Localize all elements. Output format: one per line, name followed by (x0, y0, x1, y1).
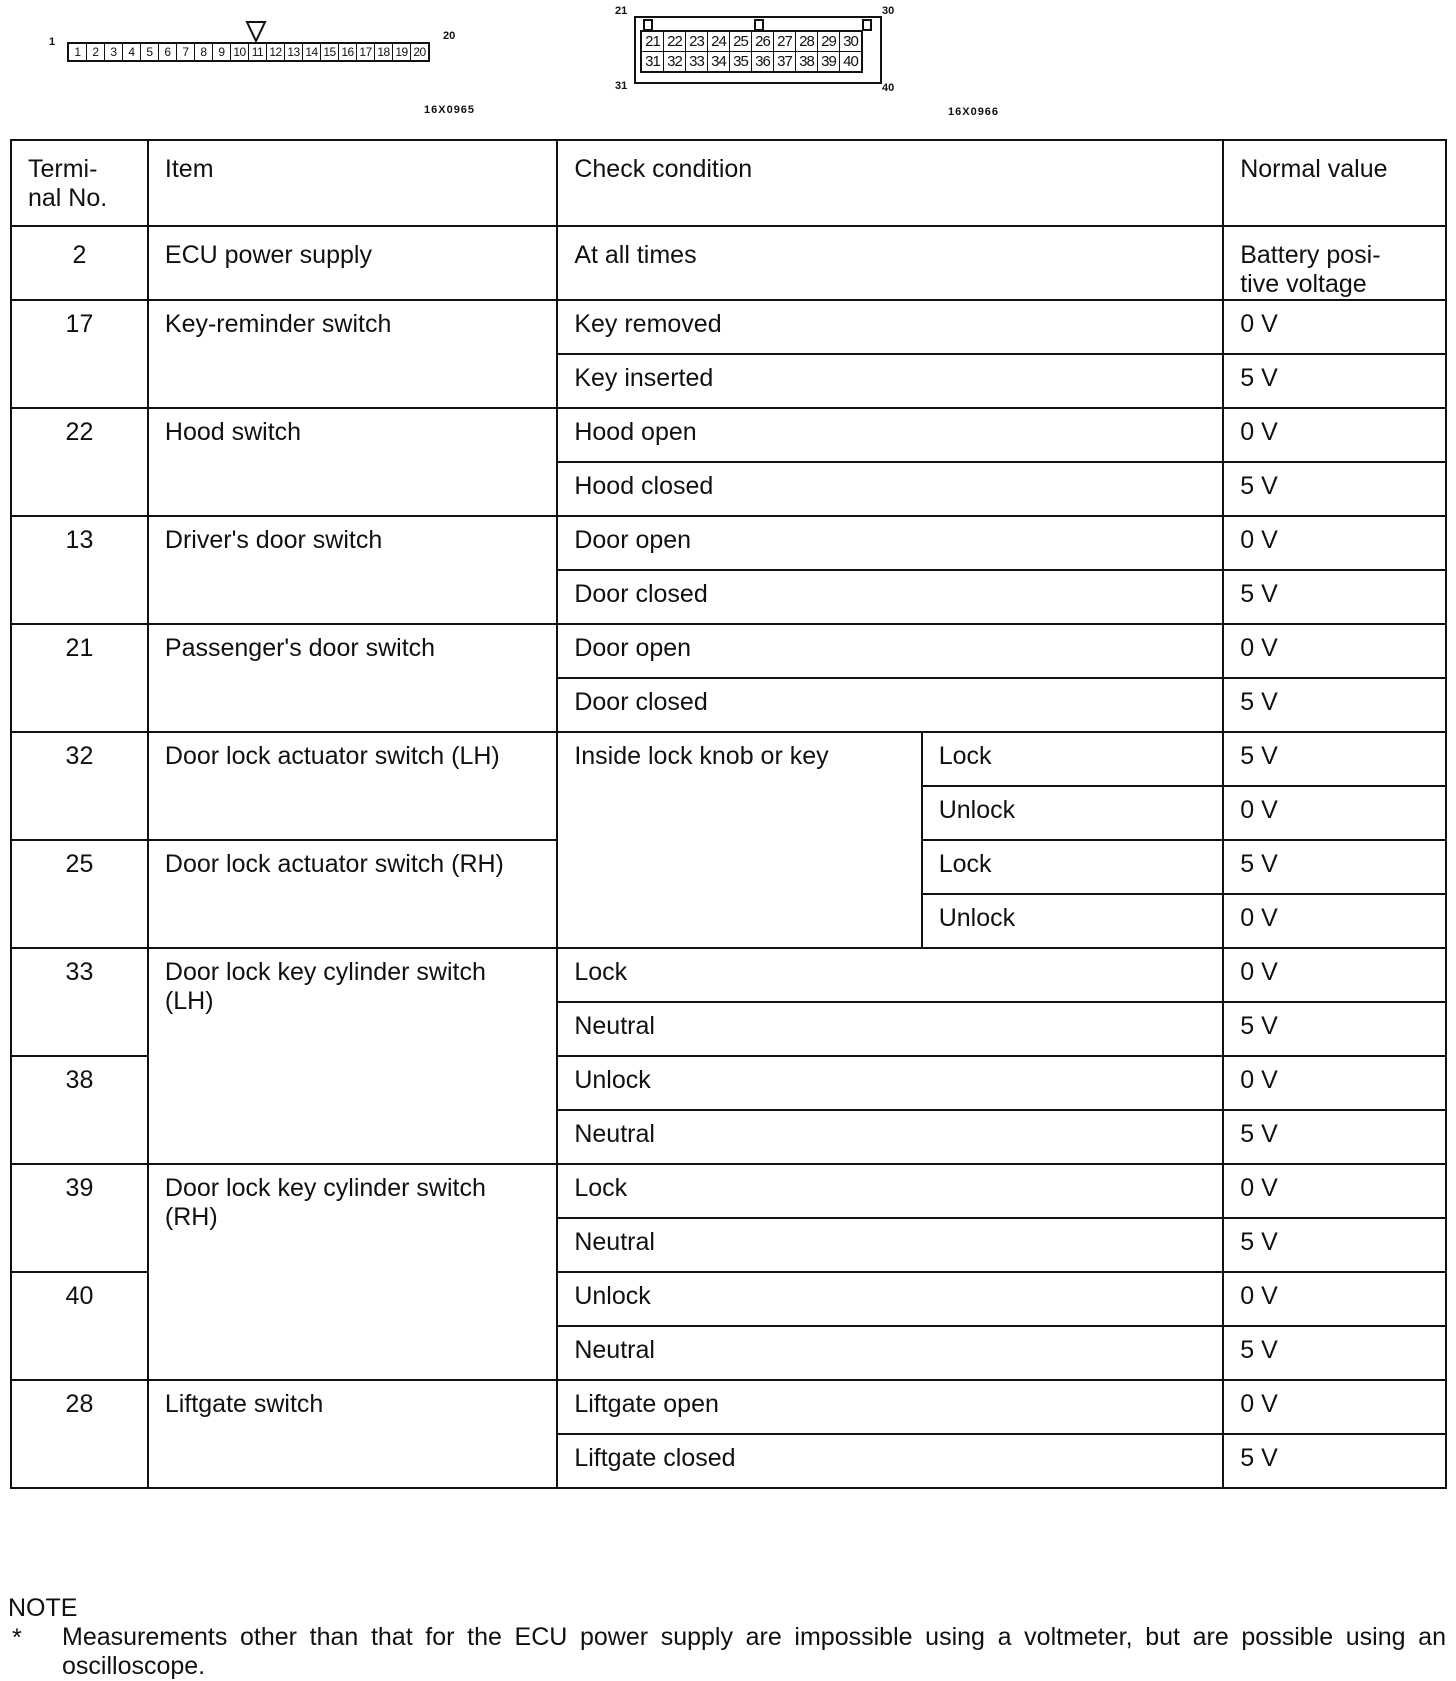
check-condition: Key removed (557, 300, 1223, 354)
item-name: Driver's door switch (148, 516, 557, 624)
normal-value: 5 V (1223, 732, 1446, 786)
pin: 38 (796, 52, 818, 71)
table-row (11, 1380, 1446, 1434)
check-condition: Liftgate closed (557, 1434, 1223, 1488)
terminal-number: 21 (11, 624, 148, 732)
normal-value: 0 V (1223, 1380, 1446, 1434)
pin: 8 (195, 44, 213, 60)
check-condition: Neutral (557, 1218, 1223, 1272)
terminal-number: 22 (11, 408, 148, 516)
connector-1-start-label: 1 (49, 36, 56, 48)
connector-2-bottom-left-label: 31 (615, 80, 628, 92)
pin: 37 (774, 52, 796, 71)
pin: 26 (752, 32, 774, 51)
connector-2-top-left-label: 21 (615, 5, 628, 17)
pin: 24 (708, 32, 730, 51)
normal-value: 0 V (1223, 516, 1446, 570)
check-condition: Door closed (557, 570, 1223, 624)
pin: 30 (843, 33, 858, 50)
check-condition: Neutral (557, 1110, 1223, 1164)
normal-value: 5 V (1223, 462, 1446, 516)
note-text: Measurements other than that for the ECU power supply are impossible using a voltmeter, but are possible using an oscilloscope. (62, 1623, 1446, 1680)
table-row (11, 1164, 1446, 1218)
item-name: Door lock actuator switch (LH) (148, 732, 557, 840)
normal-value: 0 V (1223, 786, 1446, 840)
normal-value: 0 V (1223, 624, 1446, 678)
lock-state: Lock (922, 732, 1224, 786)
pin: 16 (339, 44, 357, 60)
pin: 13 (285, 44, 303, 60)
connector-2-bottom-right-label: 40 (882, 82, 895, 94)
header-normal-value: Normal value (1223, 140, 1446, 226)
pin: 27 (774, 32, 796, 51)
terminal-number: 39 (11, 1164, 148, 1272)
pin: 7 (177, 44, 195, 60)
item-name: Key-reminder switch (148, 300, 557, 408)
terminal-number: 32 (11, 732, 148, 840)
pin: 6 (159, 44, 177, 60)
normal-value: 5 V (1223, 678, 1446, 732)
table-row (11, 732, 1446, 786)
pin: 39 (818, 52, 840, 71)
normal-value: 0 V (1223, 894, 1446, 948)
check-condition: Liftgate open (557, 1380, 1223, 1434)
check-condition: Hood open (557, 408, 1223, 462)
normal-value: 5 V (1223, 354, 1446, 408)
check-condition: Inside lock knob or key (557, 732, 921, 948)
normal-value: 0 V (1223, 948, 1446, 1002)
pin: 18 (375, 44, 393, 60)
item-name: Door lock actuator switch (RH) (148, 840, 557, 948)
pin: 12 (267, 44, 285, 60)
table-header-row (11, 140, 1446, 226)
pin: 31 (642, 52, 664, 71)
check-condition: Lock (557, 948, 1223, 1002)
connector-key-marker (245, 20, 267, 44)
connector-1-pin-row (67, 42, 430, 62)
terminal-number: 25 (11, 840, 148, 948)
normal-value: 5 V (1223, 1110, 1446, 1164)
pin: 9 (213, 44, 231, 60)
connector-2-top-right-label: 30 (882, 5, 895, 17)
connector-2-code: 16X0966 (948, 106, 1000, 118)
pin: 22 (664, 32, 686, 51)
check-condition: Door closed (557, 678, 1223, 732)
item-name: Passenger's door switch (148, 624, 557, 732)
pin: 17 (357, 44, 375, 60)
pin: 28 (796, 32, 818, 51)
connector-1-end-label: 20 (443, 30, 456, 42)
check-condition: Key inserted (557, 354, 1223, 408)
terminal-number: 17 (11, 300, 148, 408)
terminal-number: 13 (11, 516, 148, 624)
check-condition: Hood closed (557, 462, 1223, 516)
normal-value: 5 V (1223, 1326, 1446, 1380)
check-condition: Neutral (557, 1326, 1223, 1380)
normal-value: 5 V (1223, 1218, 1446, 1272)
normal-value: 5 V (1223, 570, 1446, 624)
pin: 11 (249, 44, 267, 60)
normal-value: Battery posi- tive voltage (1223, 226, 1446, 300)
table-row (11, 948, 1446, 1002)
header-check-condition: Check condition (557, 140, 1223, 226)
item-name: Door lock key cylinder switch (RH) (148, 1164, 557, 1380)
pin: 32 (664, 52, 686, 71)
table-row (11, 300, 1446, 354)
check-condition: Lock (557, 1164, 1223, 1218)
normal-value: 0 V (1223, 1272, 1446, 1326)
check-condition: Unlock (557, 1272, 1223, 1326)
normal-value: 5 V (1223, 840, 1446, 894)
connector-2-pin-grid (640, 30, 863, 73)
pin: 21 (642, 32, 664, 51)
table-row (11, 516, 1446, 570)
pin: 15 (321, 44, 339, 60)
pin: 3 (105, 44, 123, 60)
check-condition: Neutral (557, 1002, 1223, 1056)
terminal-number: 33 (11, 948, 148, 1056)
terminal-number: 38 (11, 1056, 148, 1164)
header-item: Item (148, 140, 557, 226)
connector-2-row-bottom (642, 51, 861, 71)
lock-state: Unlock (922, 894, 1224, 948)
pin: 5 (141, 44, 159, 60)
pin: 14 (303, 44, 321, 60)
table-row (11, 408, 1446, 462)
note-bullet: * (12, 1624, 22, 1652)
item-name: Hood switch (148, 408, 557, 516)
pin: 19 (393, 44, 411, 60)
check-condition: Unlock (557, 1056, 1223, 1110)
connector-1-code: 16X0965 (424, 104, 476, 116)
item-name: Door lock key cylinder switch (LH) (148, 948, 557, 1164)
check-condition: Door open (557, 624, 1223, 678)
connector-2-row-top (642, 32, 861, 51)
pin: 34 (708, 52, 730, 71)
pin: 29 (818, 32, 840, 51)
normal-value: 5 V (1223, 1434, 1446, 1488)
terminal-check-table (10, 139, 1447, 1489)
pin: 36 (752, 52, 774, 71)
pin: 40 (843, 53, 858, 70)
pin: 35 (730, 52, 752, 71)
pin: 33 (686, 52, 708, 71)
pin: 1 (69, 44, 87, 60)
pin: 25 (730, 32, 752, 51)
table-row (11, 226, 1446, 300)
normal-value: 0 V (1223, 1056, 1446, 1110)
table-row (11, 624, 1446, 678)
check-condition: Door open (557, 516, 1223, 570)
normal-value: 5 V (1223, 1002, 1446, 1056)
lock-state: Lock (922, 840, 1224, 894)
item-name: ECU power supply (148, 226, 557, 300)
pin: 2 (87, 44, 105, 60)
terminal-number: 40 (11, 1272, 148, 1380)
normal-value: 0 V (1223, 1164, 1446, 1218)
normal-value: 0 V (1223, 408, 1446, 462)
pin: 23 (686, 32, 708, 51)
header-terminal: Termi- nal No. (11, 140, 148, 226)
normal-value: 0 V (1223, 300, 1446, 354)
terminal-number: 28 (11, 1380, 148, 1488)
pin: 4 (123, 44, 141, 60)
check-condition: At all times (557, 226, 1223, 300)
item-name: Liftgate switch (148, 1380, 557, 1488)
terminal-number: 2 (11, 226, 148, 300)
note-title: NOTE (8, 1594, 78, 1622)
pin: 20 (413, 45, 426, 59)
pin: 10 (231, 44, 249, 60)
lock-state: Unlock (922, 786, 1224, 840)
